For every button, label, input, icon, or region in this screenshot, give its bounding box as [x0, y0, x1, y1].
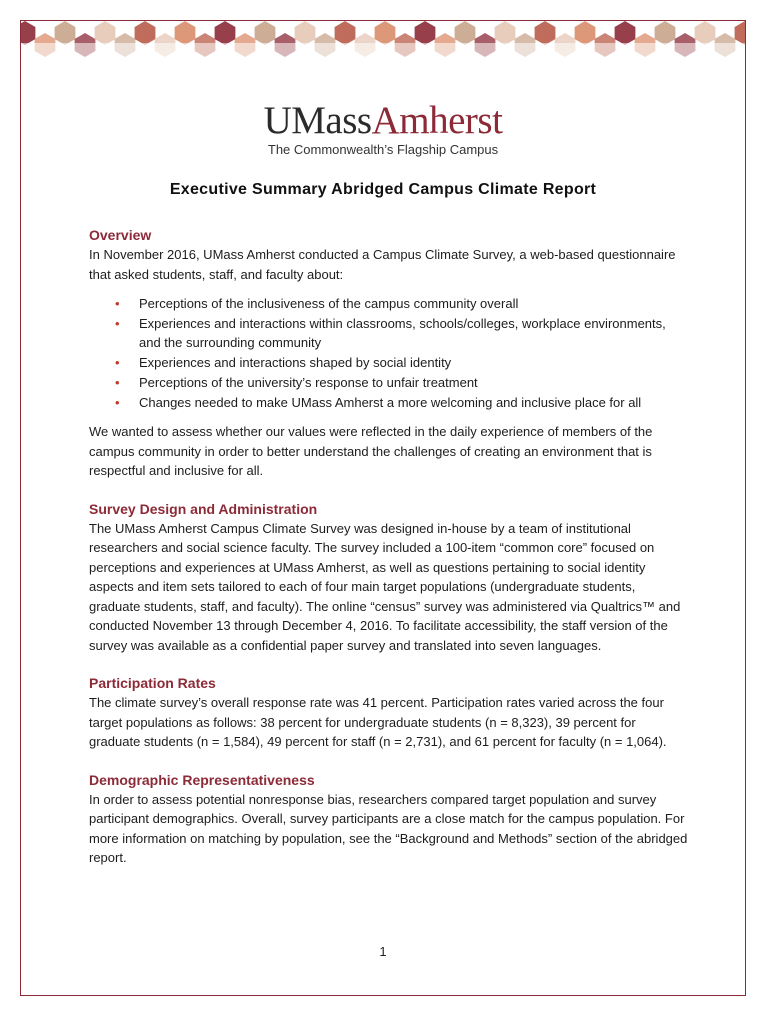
hexagon-decoration [295, 21, 316, 45]
hexagon-decoration [695, 21, 716, 45]
overview-intro: In November 2016, UMass Amherst conducted a Campus Climate Survey, a web-based questionnaire that asked students, staff, and faculty about: [89, 247, 676, 282]
hexagon-decoration [495, 21, 516, 45]
list-item: • Experiences and interactions shaped by social identity [115, 353, 689, 373]
hexagon-decoration [95, 21, 116, 45]
bullet-icon: • [115, 355, 120, 371]
hexagon-decoration [375, 21, 396, 45]
list-item: • Perceptions of the inclusiveness of the campus community overall [115, 294, 689, 314]
demographic-body: In order to assess potential nonresponse bias, researchers compared target population and survey participant demographics. Overall, survey participants are a close match for the campus population. For more information on matching by population, see the “Background and Methods” section of the abridged report. [89, 791, 688, 866]
bullet-icon: • [115, 374, 120, 390]
list-item: • Changes needed to make UMass Amherst a more welcoming and inclusive place for all [115, 393, 689, 413]
logo-tagline: The Commonwealth’s Flagship Campus [267, 142, 499, 157]
logo-wordmark [21, 99, 745, 143]
document-title: Executive Summary Abridged Campus Climate Report [169, 181, 597, 198]
logo-umass: UMass [263, 99, 372, 142]
overview-bullet-list [89, 294, 689, 412]
hexagon-decoration [415, 21, 436, 45]
hexagon-decoration [615, 21, 636, 45]
list-item: • Experiences and interactions within classrooms, schools/colleges, workplace environments, and the surrounding community [115, 315, 666, 351]
hexagon-decoration [535, 21, 556, 45]
hexagon-decoration [735, 21, 745, 45]
survey-design-heading: Survey Design and Administration [89, 500, 318, 517]
page-number: 1 [379, 944, 387, 959]
hexagon-decoration [255, 21, 276, 45]
hexagon-decoration [21, 21, 35, 45]
decorative-hexagon-band [21, 21, 745, 59]
hexagon-decoration [335, 21, 356, 45]
hexagon-decoration [135, 21, 156, 45]
logo-amherst: Amherst [371, 99, 503, 142]
bullet-icon: • [115, 394, 120, 410]
list-item: • Perceptions of the university’s response to unfair treatment [115, 373, 689, 393]
document-body [89, 226, 689, 868]
university-logo [21, 99, 745, 157]
hexagon-decoration [575, 21, 596, 45]
hexagon-decoration [455, 21, 476, 45]
band-fade [21, 43, 745, 59]
overview-closing: We wanted to assess whether our values were reflected in the daily experience of members of the campus community in order to better understand the challenges of creating an environment that is respectful and inclusive for all. [89, 424, 653, 479]
bullet-icon: • [115, 296, 120, 311]
demographic-heading: Demographic Representativeness [89, 771, 315, 788]
hexagon-decoration [215, 21, 236, 45]
participation-body: The climate survey’s overall response rate was 41 percent. Participation rates varied across the four target populations as follows: 38 percent for undergraduate students (n = 8,323), 39 percent for graduate students (n = 1,584), 49 percent for staff (n = 2,731), and 61 percent for faculty (n = 1,064). [89, 695, 667, 750]
overview-heading: Overview [89, 227, 152, 243]
bullet-icon: • [115, 315, 120, 331]
hexagon-decoration [55, 21, 76, 45]
survey-design-body: The UMass Amherst Campus Climate Survey was designed in-house by a team of institutional researchers and social science faculty. The survey included a 100-item “common core” focused on perceptions and experiences at UMass Amherst, as well as questions pertaining to social identity aspects and item sets tailored to each of four main target populations (undergraduate students, graduate students, staff, and faculty). The online “census” survey was administered via Qualtrics™ and conducted November 13 through December 4, 2016. To facilitate accessibility, the staff version of the survey was available as a confidential paper survey and translated into seven languages. [89, 520, 681, 653]
document-page [20, 20, 746, 996]
hexagon-decoration [655, 21, 676, 45]
hexagon-decoration [175, 21, 196, 45]
participation-heading: Participation Rates [89, 675, 216, 692]
